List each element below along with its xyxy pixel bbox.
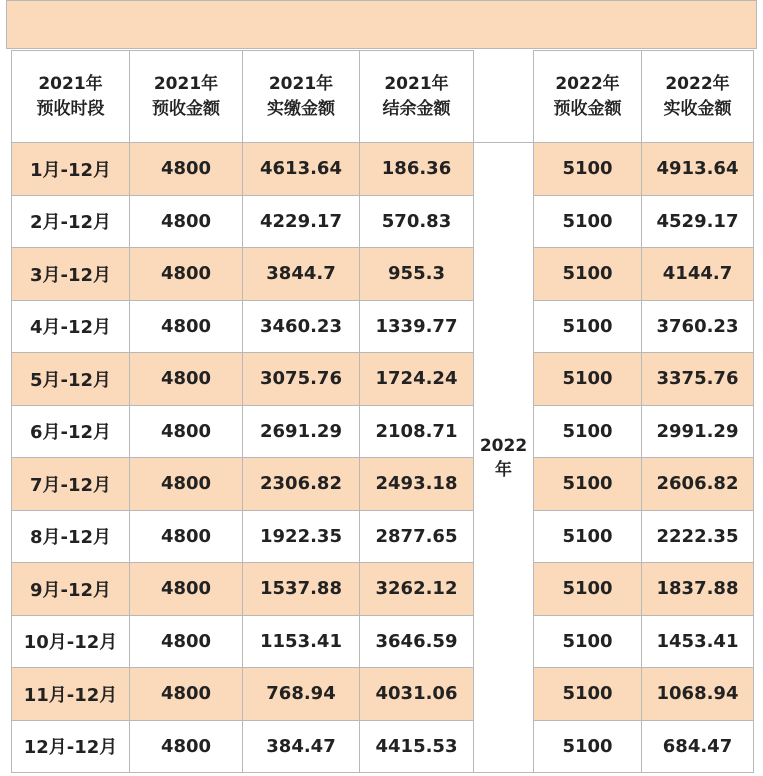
cell-pre2021: 4800: [130, 143, 243, 196]
cell-pre2021: 4800: [130, 720, 243, 773]
table-row: [12, 668, 754, 721]
cell-balance2021: 2108.71: [360, 405, 474, 458]
cell-pre2022: 5100: [534, 615, 642, 668]
cell-pre2022: 5100: [534, 353, 642, 406]
cell-pre2022: 5100: [534, 300, 642, 353]
header-paid2021: 2021年 实缴金额: [243, 51, 360, 143]
cell-pre2021: 4800: [130, 248, 243, 301]
cell-balance2021: 4415.53: [360, 720, 474, 773]
table-row: [12, 195, 754, 248]
cell-paid2021: 3460.23: [243, 300, 360, 353]
cell-pre2021: 4800: [130, 353, 243, 406]
header-row: [12, 51, 754, 143]
year-2022-label: 2022 年: [474, 143, 534, 773]
cell-period: 12月-12月: [12, 720, 130, 773]
cell-pre2022: 5100: [534, 195, 642, 248]
cell-period: 10月-12月: [12, 615, 130, 668]
cell-balance2021: 2877.65: [360, 510, 474, 563]
cell-paid2021: 384.47: [243, 720, 360, 773]
cell-paid2021: 3075.76: [243, 353, 360, 406]
cell-balance2021: 186.36: [360, 143, 474, 196]
cell-balance2021: 570.83: [360, 195, 474, 248]
cell-pre2022: 5100: [534, 668, 642, 721]
cell-period: 11月-12月: [12, 668, 130, 721]
cell-paid2021: 2691.29: [243, 405, 360, 458]
cell-pre2022: 5100: [534, 458, 642, 511]
cell-paid2021: 1922.35: [243, 510, 360, 563]
cell-pre2021: 4800: [130, 510, 243, 563]
cell-balance2021: 1724.24: [360, 353, 474, 406]
cell-balance2021: 3646.59: [360, 615, 474, 668]
cell-balance2021: 2493.18: [360, 458, 474, 511]
table-row: [12, 615, 754, 668]
cell-paid2021: 4613.64: [243, 143, 360, 196]
cell-pre2022: 5100: [534, 720, 642, 773]
cell-pre2021: 4800: [130, 300, 243, 353]
fee-table: [11, 50, 754, 773]
cell-paid2022: 4913.64: [642, 143, 754, 196]
header-balance2021: 2021年 结余金额: [360, 51, 474, 143]
cell-paid2022: 4529.17: [642, 195, 754, 248]
cell-balance2021: 4031.06: [360, 668, 474, 721]
cell-paid2021: 1537.88: [243, 563, 360, 616]
table-row: [12, 563, 754, 616]
cell-balance2021: 955.3: [360, 248, 474, 301]
table-row: [12, 405, 754, 458]
cell-period: 9月-12月: [12, 563, 130, 616]
table-row: [12, 143, 754, 196]
cell-period: 1月-12月: [12, 143, 130, 196]
cell-pre2021: 4800: [130, 458, 243, 511]
table-row: [12, 248, 754, 301]
cell-pre2021: 4800: [130, 563, 243, 616]
header-period: 2021年 预收时段: [12, 51, 130, 143]
cell-pre2021: 4800: [130, 405, 243, 458]
header-pre2022: 2022年 预收金额: [534, 51, 642, 143]
cell-paid2022: 684.47: [642, 720, 754, 773]
cell-paid2021: 1153.41: [243, 615, 360, 668]
cell-paid2022: 1068.94: [642, 668, 754, 721]
cell-period: 4月-12月: [12, 300, 130, 353]
cell-period: 5月-12月: [12, 353, 130, 406]
table-row: [12, 458, 754, 511]
cell-paid2021: 2306.82: [243, 458, 360, 511]
cell-period: 8月-12月: [12, 510, 130, 563]
table-row: [12, 510, 754, 563]
cell-period: 6月-12月: [12, 405, 130, 458]
cell-paid2021: 4229.17: [243, 195, 360, 248]
cell-paid2022: 2991.29: [642, 405, 754, 458]
cell-paid2022: 2606.82: [642, 458, 754, 511]
cell-paid2022: 3760.23: [642, 300, 754, 353]
cell-pre2022: 5100: [534, 510, 642, 563]
table-row: [12, 300, 754, 353]
cell-pre2021: 4800: [130, 615, 243, 668]
cell-period: 2月-12月: [12, 195, 130, 248]
top-banner: [6, 0, 757, 49]
header-gap: [474, 51, 534, 143]
cell-paid2022: 2222.35: [642, 510, 754, 563]
cell-paid2021: 3844.7: [243, 248, 360, 301]
cell-pre2022: 5100: [534, 563, 642, 616]
cell-pre2021: 4800: [130, 195, 243, 248]
cell-balance2021: 3262.12: [360, 563, 474, 616]
table-row: [12, 353, 754, 406]
cell-period: 3月-12月: [12, 248, 130, 301]
cell-pre2022: 5100: [534, 405, 642, 458]
cell-paid2022: 3375.76: [642, 353, 754, 406]
cell-balance2021: 1339.77: [360, 300, 474, 353]
cell-paid2021: 768.94: [243, 668, 360, 721]
cell-paid2022: 1453.41: [642, 615, 754, 668]
table-row: [12, 720, 754, 773]
header-paid2022: 2022年 实收金额: [642, 51, 754, 143]
header-pre2021: 2021年 预收金额: [130, 51, 243, 143]
cell-paid2022: 1837.88: [642, 563, 754, 616]
cell-pre2022: 5100: [534, 143, 642, 196]
cell-pre2021: 4800: [130, 668, 243, 721]
cell-paid2022: 4144.7: [642, 248, 754, 301]
cell-pre2022: 5100: [534, 248, 642, 301]
cell-period: 7月-12月: [12, 458, 130, 511]
